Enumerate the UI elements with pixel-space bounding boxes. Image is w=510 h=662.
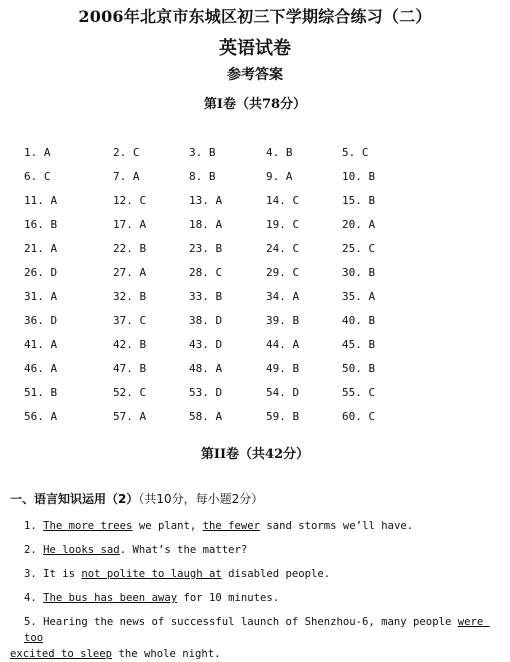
answer-item: 23. B [189,241,223,255]
sentence-text: 4. [24,592,44,604]
answer-item: 15. B [342,193,376,207]
answer-item: 56. A [24,409,58,423]
answer-item: 29. C [266,265,300,279]
sentence-text: sand storms we’ll have. [260,520,414,532]
answer-item: 8. B [189,169,216,183]
answer-item: 13. A [189,193,223,207]
sentence-answer [10,538,504,562]
answer-item: 38. D [189,313,223,327]
answer-item: 27. A [113,265,147,279]
answer-item: 19. C [266,217,300,231]
sentence-text: 5. Hearing the news of successful launch of Shenzhou-6, many people [24,616,458,628]
sentence-text: . What’s the matter? [119,544,248,556]
answer-item: 1. A [24,145,51,159]
answer-item: 16. B [24,217,58,231]
sentence-answer-list [10,514,504,662]
answer-item: 10. B [342,169,376,183]
answer-item: 35. A [342,289,376,303]
answer-item: 51. B [24,385,58,399]
answer-item: 60. C [342,409,376,423]
answer-key-title: 参考答案 [227,67,283,83]
answer-item: 41. A [24,337,58,351]
underlined-answer: excited to sleep [10,648,113,660]
sentence-text: 2. [24,544,44,556]
answer-item: 46. A [24,361,58,375]
answer-item: 52. C [113,385,147,399]
answer-item: 50. B [342,361,376,375]
underlined-answer: The bus has been away [43,592,178,604]
sentence-text: 3. It is [24,568,82,580]
answer-item: 37. C [113,313,147,327]
answer-item: 2. C [113,145,140,159]
answer-item: 30. B [342,265,376,279]
answer-item: 32. B [113,289,147,303]
answer-item: 26. D [24,265,58,279]
sentence-text: 1. [24,520,44,532]
answer-item: 6. C [24,169,51,183]
sentence-text: disabled people. [221,568,331,580]
answer-item: 9. A [266,169,293,183]
answer-item: 44. A [266,337,300,351]
exam-main-title: 2006年北京市东城区初三下学期综合练习（二） [78,7,432,26]
sentence-text: we plant, [132,520,203,532]
answer-item: 58. A [189,409,223,423]
answer-item: 53. D [189,385,223,399]
answer-item: 59. B [266,409,300,423]
underlined-answer: the fewer [202,520,261,532]
answer-item: 48. A [189,361,223,375]
answer-item: 12. C [113,193,147,207]
answer-item: 39. B [266,313,300,327]
answer-item: 57. A [113,409,147,423]
multiple-choice-answer-grid [24,140,494,428]
answer-item: 33. B [189,289,223,303]
answer-item: 17. A [113,217,147,231]
answer-item: 54. D [266,385,300,399]
answer-item: 11. A [24,193,58,207]
answer-item: 28. C [189,265,223,279]
answer-item: 47. B [113,361,147,375]
answer-item: 31. A [24,289,58,303]
section1-heading [10,490,263,507]
sentence-text: for 10 minutes. [177,592,280,604]
answer-item: 25. C [342,241,376,255]
answer-item: 55. C [342,385,376,399]
answer-item: 43. D [189,337,223,351]
answer-item: 20. A [342,217,376,231]
sentence-answer [10,586,504,610]
underlined-answer: He looks sad [43,544,120,556]
answer-item: 22. B [113,241,147,255]
answer-item: 14. C [266,193,300,207]
section1-heading-label: 一、语言知识运用（2） [10,492,139,506]
answer-item: 7. A [113,169,140,183]
answer-item: 3. B [189,145,216,159]
answer-item: 34. A [266,289,300,303]
answer-item: 40. B [342,313,376,327]
answer-item: 5. C [342,145,369,159]
sentence-answer [10,514,504,538]
answer-item: 18. A [189,217,223,231]
answer-item: 42. B [113,337,147,351]
part2-title: 第II卷（共42分） [200,447,310,462]
answer-item: 24. C [266,241,300,255]
underlined-answer: were too [24,616,490,644]
sentence-answer [10,562,504,586]
answer-item: 4. B [266,145,293,159]
part1-title: 第I卷（共78分） [203,97,307,112]
answer-item: 49. B [266,361,300,375]
sentence-text: the whole night. [112,648,221,660]
section1-heading-scoring: （共10分，每小题2分） [138,492,264,506]
answer-item: 45. B [342,337,376,351]
answer-item: 36. D [24,313,58,327]
underlined-answer: not polite to laugh at [81,568,222,580]
underlined-answer: The more trees [43,520,133,532]
sentence-answer [10,614,504,662]
exam-subject-title: 英语试卷 [219,38,291,59]
answer-item: 21. A [24,241,58,255]
